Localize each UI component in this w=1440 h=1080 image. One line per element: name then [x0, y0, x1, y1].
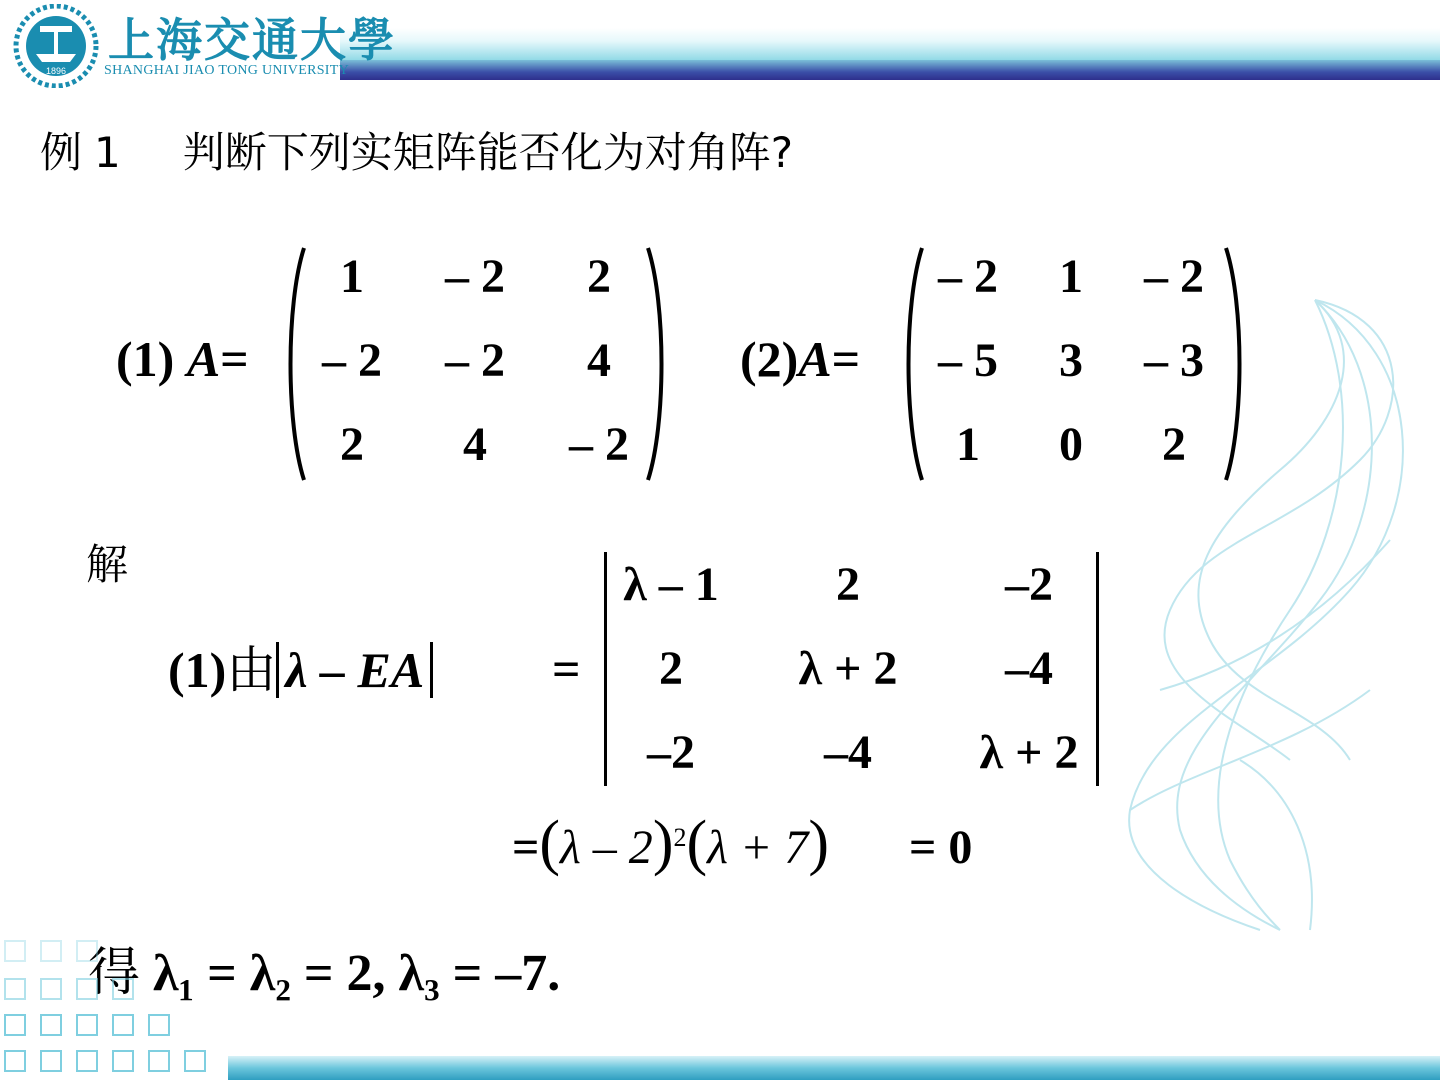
matrix-cell: – 2 — [322, 333, 382, 387]
footer-gradient-bar — [228, 1056, 1440, 1080]
matrix-cell: –2 — [1005, 557, 1053, 611]
matrix-1 — [300, 234, 652, 486]
matrix-cell: 3 — [1059, 333, 1083, 387]
matrix-cell: – 2 — [1144, 249, 1204, 303]
matrix-row — [612, 626, 1092, 710]
equals-sign: = — [831, 331, 861, 387]
matrix-cell: 2 — [340, 417, 364, 471]
matrix-var: A — [186, 331, 221, 387]
example-number: 1 — [94, 128, 121, 177]
matrix-row — [918, 402, 1224, 486]
det-bar-right — [1096, 552, 1099, 786]
matrix-var: A — [798, 331, 832, 387]
example-title — [40, 120, 793, 180]
determinant-matrix — [612, 542, 1092, 794]
problem-2-label: (2)A= — [740, 331, 861, 387]
matrix-cell: λ – 1 — [623, 557, 719, 611]
det-bar-left — [604, 552, 607, 786]
matrix-2 — [918, 234, 1224, 486]
right-paren-2 — [1222, 244, 1248, 484]
matrix-cell: – 2 — [938, 249, 998, 303]
matrix-row — [300, 402, 652, 486]
university-logo-icon — [10, 4, 102, 88]
matrix-cell: –4 — [1005, 641, 1053, 695]
matrix-cell: 4 — [463, 417, 487, 471]
factored-result: =(λ – 2)$^2$(λ + 7) = 0 — [512, 809, 973, 877]
matrix-row — [300, 234, 652, 318]
matrix-cell: 2 — [1162, 417, 1186, 471]
matrix-cell: – 2 — [445, 333, 505, 387]
equals-sign: = — [220, 331, 249, 387]
matrix-row — [918, 234, 1224, 318]
matrix-cell: 2 — [836, 557, 860, 611]
matrix-cell: λ + 2 — [979, 725, 1079, 779]
right-paren-1 — [644, 244, 670, 484]
matrix-row — [918, 318, 1224, 402]
university-name-cn: 上海交通大學 — [108, 13, 396, 67]
matrix-cell: –4 — [824, 725, 872, 779]
example-question: 判断下列实矩阵能否化为对角阵? — [182, 128, 794, 177]
matrix-cell: 0 — [1059, 417, 1083, 471]
matrix-cell: 1 — [1059, 249, 1083, 303]
eigenvalue-result: 得 λ₁ = λ₂ = 2, λ₃ = –7. — [88, 943, 561, 1003]
matrix-cell: – 2 — [445, 249, 505, 303]
determinant-expression: (1)由 λ – EA — [168, 630, 433, 702]
matrix-cell: 4 — [587, 333, 611, 387]
matrix-cell: – 3 — [1144, 333, 1204, 387]
logo-year: 1896 — [45, 66, 67, 76]
example-label: 例 — [40, 128, 83, 177]
problem-1-label: (1) A= — [116, 331, 249, 387]
matrix-cell: λ + 2 — [798, 641, 898, 695]
header-accent-stripe — [340, 60, 1440, 80]
matrix-cell: – 5 — [938, 333, 998, 387]
matrix-row — [612, 542, 1092, 626]
matrix-row — [612, 710, 1092, 794]
matrix-cell: – 2 — [569, 417, 629, 471]
solution-label: 解 — [86, 540, 129, 589]
matrix-cell: 2 — [659, 641, 683, 695]
matrix-row — [300, 318, 652, 402]
university-name-en: SHANGHAI JIAO TONG UNIVERSITY — [104, 63, 350, 78]
matrix-cell: 1 — [956, 417, 980, 471]
equals-sign: = — [552, 641, 581, 697]
matrix-cell: 2 — [587, 249, 611, 303]
matrix-cell: –2 — [647, 725, 695, 779]
matrix-cell: 1 — [340, 249, 364, 303]
